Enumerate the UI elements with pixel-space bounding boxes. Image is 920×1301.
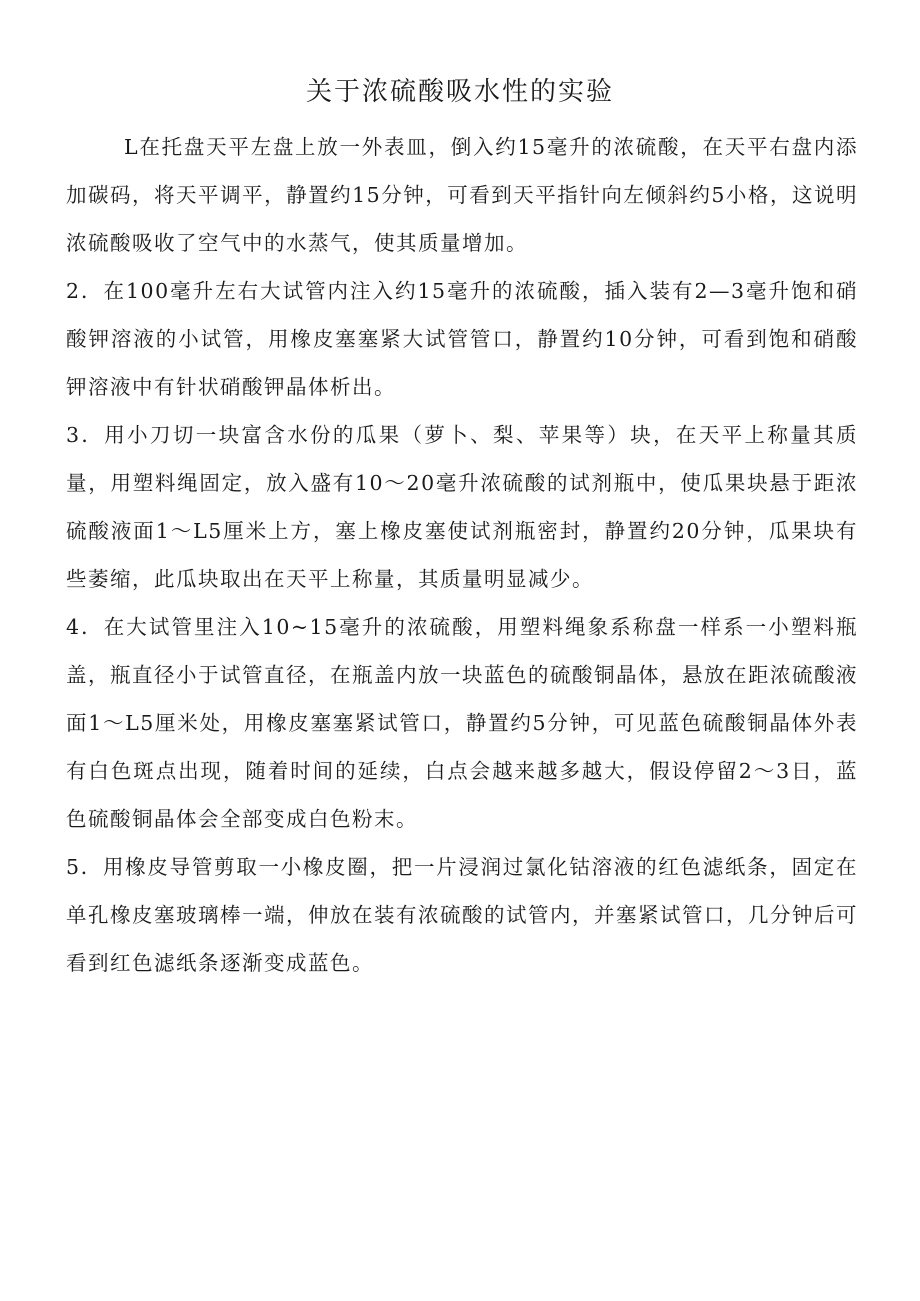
- paragraph-1: L在托盘天平左盘上放一外表皿，倒入约15毫升的浓硫酸，在天平右盘内添加碳码，将天平调平，静置约15分钟，可看到天平指针向左倾斜约5小格，这说明浓硫酸吸收了空气中的水蒸气，使其质量增加。: [66, 135, 858, 255]
- paragraph-4: 4．在大试管里注入10~15毫升的浓硫酸，用塑料绳象系称盘一样系一小塑料瓶盖，瓶直径小于试管直径，在瓶盖内放一块蓝色的硫酸铜晶体，悬放在距浓硫酸液面1～L5厘米处，用橡皮塞塞紧试管口，静置约5分钟，可见蓝色硫酸铜晶体外表有白色斑点出现，随着时间的延续，白点会越来越多越大，假设停留2～3日，蓝色硫酸铜晶体会全部变成白色粉末。: [66, 615, 858, 831]
- paragraph-2: 2．在100毫升左右大试管内注入约15毫升的浓硫酸，插入装有2—3毫升饱和硝酸钾溶液的小试管，用橡皮塞塞紧大试管管口，静置约10分钟，可看到饱和硝酸钾溶液中有针状硝酸钾晶体析出。: [66, 279, 858, 399]
- document-title: 关于浓硫酸吸水性的实验: [305, 77, 614, 107]
- paragraph-5: 5．用橡皮导管剪取一小橡皮圈，把一片浸润过氯化钴溶液的红色滤纸条，固定在单孔橡皮塞玻璃棒一端，伸放在装有浓硫酸的试管内，并塞紧试管口，几分钟后可看到红色滤纸条逐渐变成蓝色。: [66, 855, 858, 975]
- paragraph-3: 3．用小刀切一块富含水份的瓜果（萝卜、梨、苹果等）块，在天平上称量其质量，用塑料绳固定，放入盛有10～20毫升浓硫酸的试剂瓶中，使瓜果块悬于距浓硫酸液面1～L5厘米上方，塞上橡皮塞使试剂瓶密封，静置约20分钟，瓜果块有些萎缩，此瓜块取出在天平上称量，其质量明显减少。: [66, 423, 858, 591]
